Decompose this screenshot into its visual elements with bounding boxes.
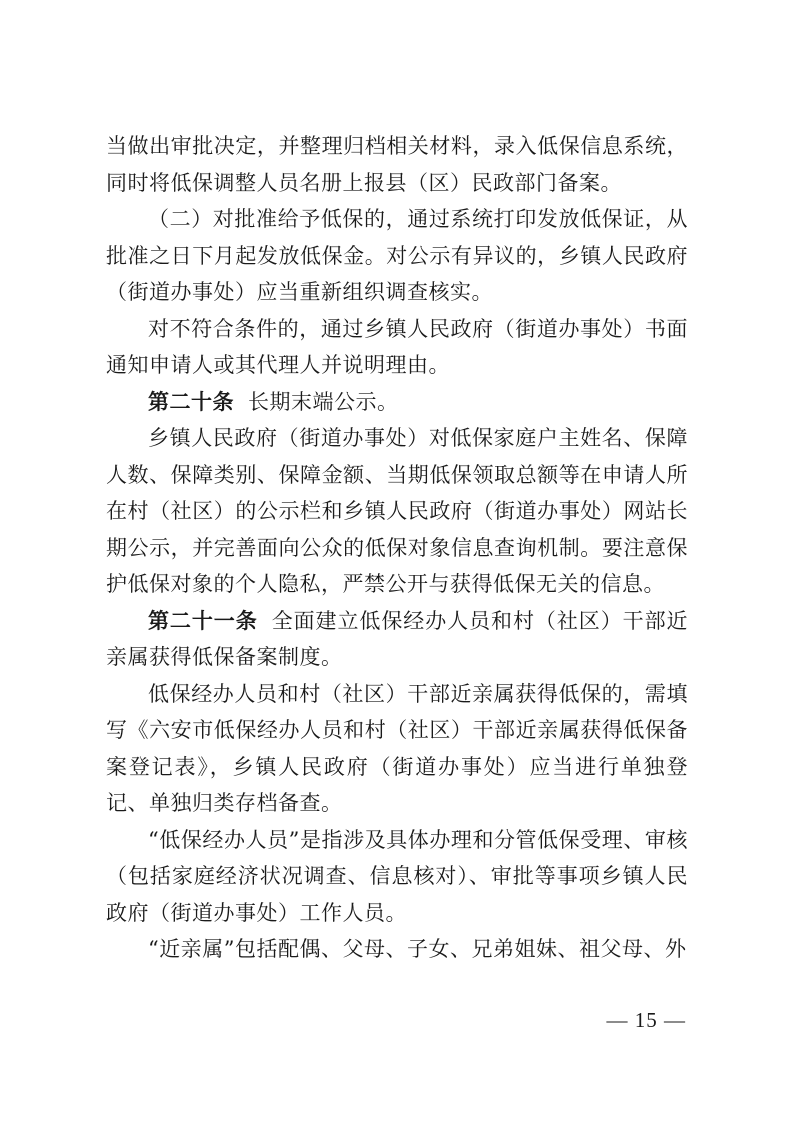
article-21-heading: 全面建立低保经办人员和村（社区）干部近亲属获得低保备案制度。 [106, 608, 689, 669]
paragraph-relatives-definition: “近亲属”包括配偶、父母、子女、兄弟姐妹、祖父母、外 [148, 937, 687, 961]
article-21 [106, 603, 688, 676]
document-body [106, 128, 688, 968]
paragraph-public-notice: 乡镇人民政府（街道办事处）对低保家庭户主姓名、保障人数、保障类别、保障金额、当期低保领取总额等在申请人所在村（社区）的公示栏和乡镇人民政府（街道办事处）网站长期公示，并完善面向公众的低保对象信息查询机制。要注意保护低保对象的个人隐私，严禁公开与获得低保无关的信息。 [106, 426, 688, 596]
article-21-title: 第二十一条 [148, 607, 258, 633]
page-number: — 15 — [606, 1008, 686, 1032]
article-20 [106, 384, 688, 421]
paragraph-rejection-notice: 对不符合条件的，通过乡镇人民政府（街道办事处）书面通知申请人或其代理人并说明理由。 [106, 316, 688, 377]
article-20-title: 第二十条 [148, 388, 234, 414]
paragraph-continuation: 当做出审批决定，并整理归档相关材料，录入低保信息系统，同时将低保调整人员名册上报县（区）民政部门备案。 [106, 134, 688, 195]
article-20-heading: 长期末端公示。 [248, 389, 399, 414]
paragraph-staff-definition: “低保经办人员”是指涉及具体办理和分管低保受理、审核（包括家庭经济状况调查、信息核对）、审批等事项乡镇人民政府（街道办事处）工作人员。 [106, 827, 688, 925]
paragraph-filing-requirement: 低保经办人员和村（社区）干部近亲属获得低保的，需填写《六安市低保经办人员和村（社区）干部近亲属获得低保备案登记表》，乡镇人民政府（街道办事处）应当进行单独登记、单独归类存档备查。 [106, 681, 688, 815]
paragraph-approval-item-2: （二）对批准给予低保的，通过系统打印发放低保证，从批准之日下月起发放低保金。对公示有异议的，乡镇人民政府（街道办事处）应当重新组织调查核实。 [106, 207, 688, 304]
